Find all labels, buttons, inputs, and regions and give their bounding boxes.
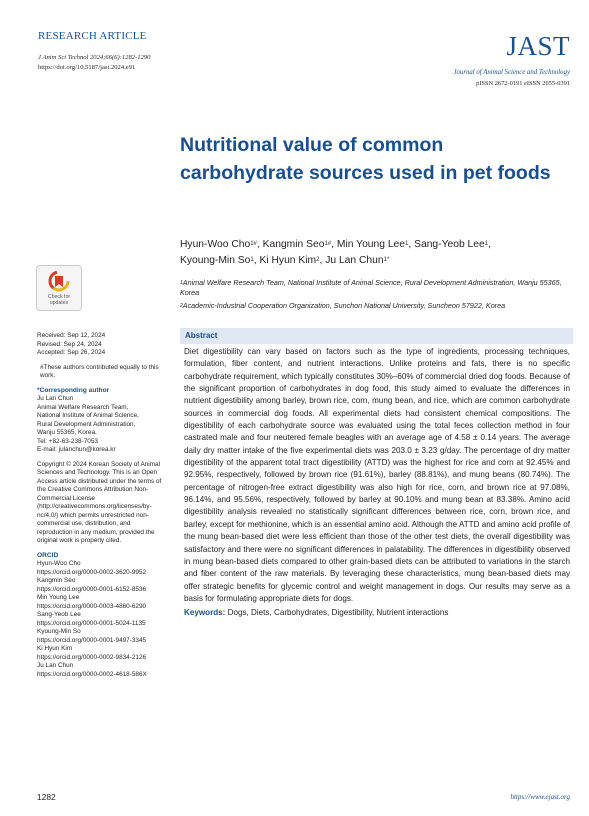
check-for-updates-button[interactable] [36, 265, 82, 311]
corr-line: National Institute of Animal Science, [37, 412, 139, 419]
orcid-name: Sang-Yeob Lee [37, 611, 81, 618]
page-number: 1282 [37, 792, 56, 802]
journal-url[interactable]: https://www.ejast.org [510, 793, 570, 801]
dates-block [37, 332, 167, 358]
doi-link[interactable]: https://doi.org/10.5187/jast.2024.e91 [38, 64, 136, 71]
keywords-list: Dogs, Diets, Carbohydrates, Digestibility, Nutrient interactions [227, 608, 449, 618]
abstract-heading: Abstract [180, 328, 573, 344]
orcid-link[interactable]: https://orcid.org/0000-0002-3620-9952 [37, 568, 147, 576]
article-header [38, 30, 150, 73]
orcid-heading: ORCID [37, 551, 59, 559]
revised-date: Revised: Sep 24, 2024 [37, 340, 102, 348]
orcid-name: Ju Lan Chun [37, 662, 74, 669]
received-date: Received: Sep 12, 2024 [37, 332, 106, 339]
accepted-date: Accepted: Sep 26, 2024 [37, 349, 106, 356]
orcid-link[interactable]: https://orcid.org/0000-0001-9497-3345 [37, 636, 147, 644]
orcid-name: Kangmin Seo [37, 577, 76, 584]
affiliation: $^2$Academic-Industrial Cooperation Organization, Sunchon National University, Suncheon 57922, Korea [180, 301, 506, 310]
orcid-link[interactable]: https://orcid.org/0000-0002-4618-586X [37, 670, 147, 678]
citation: J Anim Sci Technol 2024;66(6):1282-1290 [38, 54, 151, 61]
author[interactable]: Sang-Yeob Lee$^1$, [414, 239, 491, 250]
author[interactable]: Ju Lan Chun$^{1*}$ [325, 255, 390, 266]
keywords [180, 605, 573, 619]
corresponding-author-heading: *Corresponding author [37, 386, 110, 394]
corr-line: Rural Development Administration, [37, 420, 136, 428]
affiliation: $^1$Animal Welfare Research Team, National Institute of Animal Science, Rural Development Administration, Wanju 55365, Korea [180, 278, 562, 297]
orcid-name: Hyun-Woo Cho [37, 560, 81, 567]
orcid-link[interactable]: https://orcid.org/0000-0001-6152-8536 [37, 585, 147, 593]
corr-line: Ju Lan Chun [37, 395, 74, 402]
copyright-notice: Copyright © 2024 Korean Society of Animal Sciences and Technology. This is an Open Access article distributed under the terms of the Creative Commons Attribution Non-Commercial License (http://creativecommons.org/licenses/by-nc/4.0/) which permits unrestricted non-commercial use, distribution, and reproduction in any medium, provided the original work is properly cited. [37, 460, 162, 544]
orcid-name: Ki Hyun Kim [37, 645, 73, 652]
corresponding-author-block [37, 387, 167, 455]
author[interactable]: Kyoung-Min So$^1$, [180, 255, 260, 266]
orcid-name: Min Young Lee [37, 594, 80, 601]
corr-line: Animal Welfare Research Team, [37, 403, 129, 411]
article-type: RESEARCH ARTICLE [38, 30, 147, 42]
orcid-link[interactable]: https://orcid.org/0000-0001-5024-1135 [37, 619, 146, 627]
abstract-section [180, 328, 573, 619]
journal-name: Journal of Animal Science and Technology [453, 69, 570, 76]
journal-logo: JAST [506, 31, 570, 61]
author-list [180, 237, 575, 269]
check-updates-icon [48, 270, 70, 292]
orcid-link[interactable]: https://orcid.org/0000-0003-4860-6290 [37, 602, 147, 610]
corr-email[interactable]: E-mail: julanchun@korea.kr [37, 446, 116, 453]
author[interactable]: Ki Hyun Kim$^2$, [259, 255, 326, 266]
author[interactable]: Kangmin Seo$^{1\#}$, [262, 239, 337, 250]
journal-header [454, 32, 570, 89]
orcid-block [37, 552, 167, 680]
issn: pISSN 2672-0191 eISSN 2055-0391 [476, 80, 570, 87]
orcid-link[interactable]: https://orcid.org/0000-0002-9834-2126 [37, 653, 147, 661]
affiliations [180, 278, 580, 314]
abstract-text: Diet digestibility can vary based on factors such as the type of ingredients, processing techniques, formulation, fiber content, and nutrient interactions. Unlike proteins and fats, there is no specific carbohydrate requirement, which typically constitutes 30%–60% of commercial dried dog foods. Because of the significant proportion of carbohydrates in dog food, this study aimed to evaluate the differences in nutrient digestibility among barley, brown rice, corn, mung bean, and rice, which are common carbohydrate sources in commercial dog foods. All experimental diets had consistent chemical compositions. The digestibility of each carbohydrate source was evaluated using the total feces collection method in four castrated male and four neutered female beagles with an average age of 4.58 ± 0.14 years. The average daily dry matter intake of the five experimental diets was 203.0 ± 3.23 g/day. The percentage of dry matter digestibility of the apparent total tract digestibility (ATTD) was the highest for rice and corn at 92.45% and 92.95%, respectively, followed by brown rice (91.61%), barley (88.81%), and mung beans (80.74%). The percentage of nitrogen-free extract digestibility was also high for rice, corn, and brown rice at 97.08%, 96.14%, and 95.56%, respectively, followed by barley at 90.10% and mung bean at 83.38%. Amino acid digestibility analysis revealed no statistically significant differences between rice, corn, brown rice, and barley, except for methionine, which is an essential amino acid. Although the ATTD and amino acid profile of the mung bean-based diet were less efficient than those of the other test diets, the overall digestibility was satisfactory and there were no significant differences in palatability. The differences in digestibility observed in mung bean-based diets compared to other grain-based diets can be attributed to variations in the starch and fiber content of the raw materials. By leveraging these characteristics, mung bean-based diets may offer strategic benefits for glycemic control and weight management in dogs. Our results may serve as a basis for formulating appropriate diets for dogs. [184, 347, 570, 603]
author[interactable]: Min Young Lee$^1$, [336, 239, 415, 250]
orcid-name: Kyoung-Min So [37, 628, 81, 635]
keywords-label: Keywords: [184, 608, 226, 618]
equal-contribution-note: #These authors contributed equally to this work. [40, 363, 159, 379]
corr-line: Tel: +82-63-238-7053 [37, 437, 98, 445]
check-updates-label: Check for updates [47, 294, 71, 306]
article-info-sidebar [37, 332, 167, 685]
author[interactable]: Hyun-Woo Cho$^{1\#}$, [180, 239, 263, 250]
paper-title: Nutritional value of common carbohydrate sources used in pet foods [180, 134, 551, 184]
corr-line: Wanju 55365, Korea. [37, 429, 97, 436]
